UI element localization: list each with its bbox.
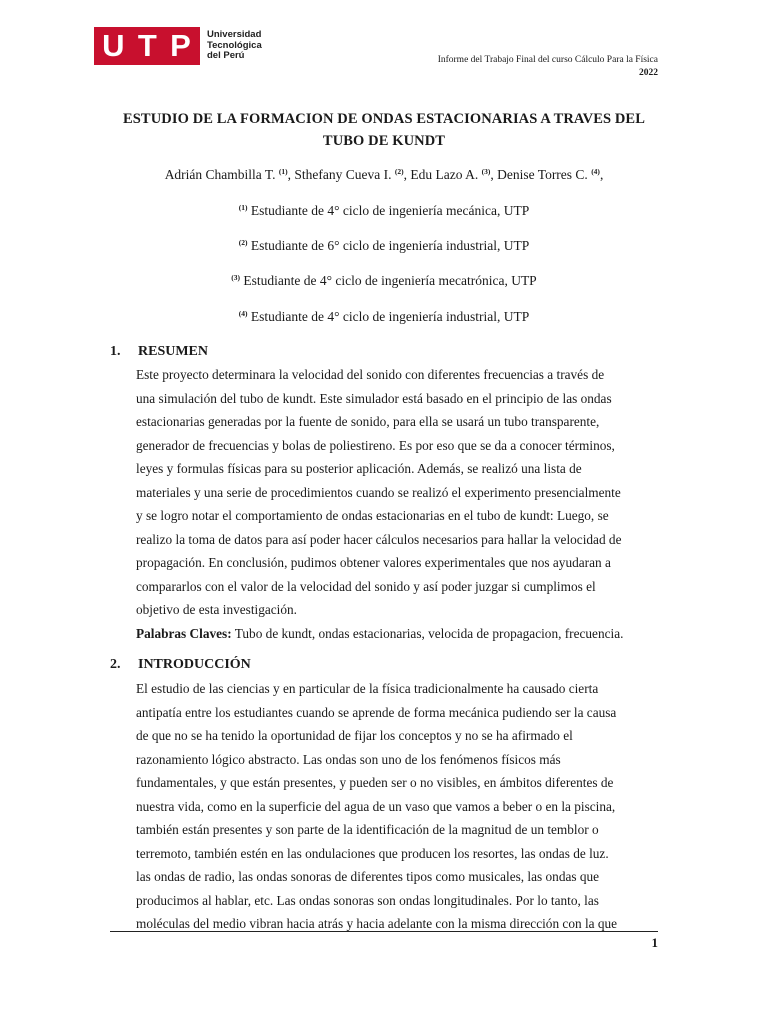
text-line: realizo la toma de datos para así poder hacer cálculos necesarios para hallar la velocidad de — [136, 531, 622, 547]
author-name: Edu Lazo A. — [410, 167, 479, 182]
logo-line-2: Tecnológica — [207, 39, 262, 51]
author-superscript: (3) — [481, 167, 491, 176]
text-line: generador de frecuencias y bolas de poliestireno. Es por eso que se da a conocer términos, — [136, 437, 615, 453]
utp-logo-text — [207, 30, 262, 62]
text-line: materiales y una serie de procedimientos cuando se realizó el experimento presencialmente — [136, 484, 621, 500]
text-line: antipatía entre los estudiantes cuando se aprende de forma mecánica pudiendo ser la causa — [136, 704, 617, 720]
footer-divider — [110, 931, 658, 932]
author-name: Sthefany Cueva I. — [294, 167, 392, 182]
text-line: terremoto, también estén en las ondulaciones que producen los resortes, las ondas de luz. — [136, 845, 609, 861]
keywords — [136, 626, 666, 642]
logo-line-3: del Perú — [207, 50, 245, 62]
text-line: El estudio de las ciencias y en particular de la física tradicionalmente ha causado cierta — [136, 681, 599, 696]
affiliation-3 — [110, 273, 658, 289]
text-line: compararlos con el valor de la velocidad del sonido y así poder juzgar si cumplimos el — [136, 578, 596, 594]
author-separator: , — [599, 167, 604, 182]
text-line: nuestra vida, como en la superficie del agua de un vaso que vamos a beber o en la piscina, — [136, 798, 616, 814]
author-name: Denise Torres C. — [497, 167, 588, 182]
resumen-paragraph — [136, 363, 658, 622]
section-title: INTRODUCCIÓN — [138, 657, 251, 672]
author-name: Adrián Chambilla T. — [164, 167, 276, 182]
text-line: Este proyecto determinara la velocidad del sonido con diferentes frecuencias a través de — [136, 367, 605, 382]
affiliation-text: Estudiante de 4° ciclo de ingeniería mecatrónica, UTP — [240, 273, 537, 288]
author-separator: , — [287, 167, 295, 182]
affiliation-1 — [110, 203, 658, 219]
text-line: producimos al hablar, etc. Las ondas sonoras son ondas longitudinales. Por lo tanto, las — [136, 892, 599, 908]
author-superscript: (4) — [591, 167, 600, 176]
logo-line-1: Universidad — [207, 29, 262, 41]
affiliation-2 — [110, 238, 658, 254]
utp-logo-mark — [94, 27, 200, 65]
author-superscript: (2) — [394, 167, 404, 176]
title-line-2: TUBO DE KUNDT — [322, 133, 446, 149]
section-number: 1. — [110, 344, 121, 359]
author-separator: , — [403, 167, 411, 182]
utp-logo — [94, 27, 262, 65]
keywords-text: Tubo de kundt, ondas estacionarias, velocida de propagacion, frecuencia. — [231, 626, 624, 641]
affiliation-text: Estudiante de 4° ciclo de ingeniería mecánica, UTP — [247, 203, 530, 218]
text-line: y se logro notar el comportamiento de ondas estacionarias en el tubo de kundt: Luego, se — [136, 508, 609, 523]
text-line: razonamiento lógico abstracto. Las ondas son uno de los fenómenos físicos más — [136, 751, 561, 767]
introduccion-paragraph — [136, 677, 658, 936]
logo-letter-u: U — [102, 28, 126, 63]
header-year: 2022 — [639, 68, 658, 78]
section-title: RESUMEN — [138, 344, 209, 359]
text-line: de que no se ha tenido la oportunidad de fijar los conceptos y no se ha afirmado el — [136, 728, 573, 743]
text-line: estacionarias generadas por la fuente de sonido, para ella se usará un tubo transparente, — [136, 414, 600, 429]
text-line: también están presentes y son parte de la identificación de la magnitud de un temblor o — [136, 822, 599, 837]
affiliation-4 — [110, 309, 658, 325]
section-heading-introduccion — [110, 657, 251, 673]
section-heading-resumen — [110, 344, 208, 360]
title-line-1: ESTUDIO DE LA FORMACION DE ONDAS ESTACIONARIAS A TRAVES DEL — [123, 111, 645, 127]
affiliation-superscript: (2) — [238, 238, 248, 247]
author-list — [110, 167, 658, 183]
affiliation-text: Estudiante de 6° ciclo de ingeniería industrial, UTP — [247, 238, 530, 253]
text-line: objetivo de esta investigación. — [136, 602, 297, 617]
text-line: una simulación del tubo de kundt. Este simulador está basado en el principio de las ondas — [136, 390, 612, 406]
affiliation-superscript: (1) — [238, 203, 248, 212]
header-course: Informe del Trabajo Final del curso Cálculo Para la Física — [437, 55, 658, 65]
text-line: fundamentales, y que están presentes, y pueden ser o no visibles, en ámbitos diferentes de — [136, 775, 614, 790]
affiliation-superscript: (3) — [231, 273, 241, 282]
section-number: 2. — [110, 657, 121, 672]
text-line: leyes y formulas físicas para su posterior aplicación. Además, se realizó una lista de — [136, 461, 582, 476]
text-line: moléculas del medio vibran hacia atrás y hacia adelante con la misma dirección con la que — [136, 916, 618, 931]
page-number: 1 — [651, 935, 658, 950]
keywords-label: Palabras Claves: — [136, 626, 232, 641]
running-header — [438, 54, 658, 80]
author-separator: , — [490, 167, 498, 182]
affiliation-text: Estudiante de 4° ciclo de ingeniería industrial, UTP — [247, 309, 530, 324]
text-line: las ondas de radio, las ondas sonoras de diferentes tipos como musicales, las ondas que — [136, 869, 600, 884]
logo-letter-p: P — [170, 28, 192, 63]
logo-letter-t: T — [137, 28, 158, 63]
text-line: propagación. En conclusión, pudimos obtener valores experimentales que nos ayudaran a — [136, 555, 611, 570]
author-superscript: (1) — [278, 167, 288, 176]
affiliation-superscript: (4) — [238, 309, 248, 318]
paper-title — [110, 108, 658, 152]
